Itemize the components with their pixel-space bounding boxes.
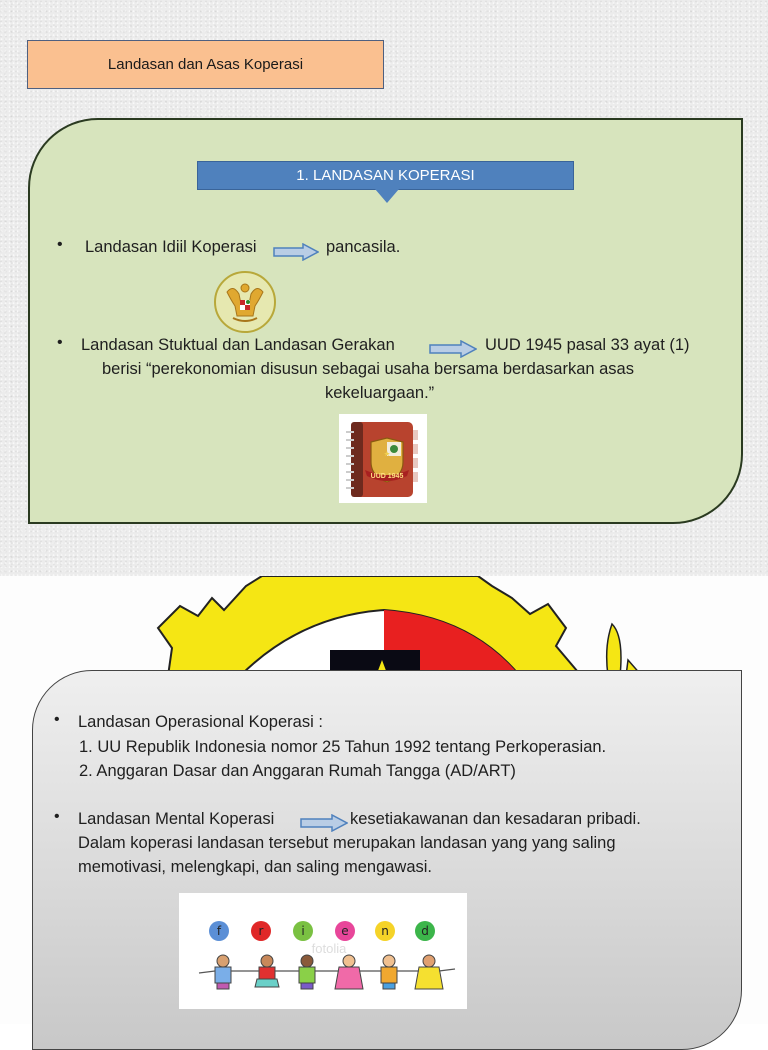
section-banner (197, 161, 574, 190)
bullet-struktural-result: UUD 1945 pasal 33 ayat (1) (485, 336, 690, 354)
svg-text:e: e (341, 924, 349, 938)
bullet-idiil-label: Landasan Idiil Koperasi (85, 238, 257, 256)
slide-title: Landasan dan Asas Koperasi (107, 56, 304, 73)
svg-text:i: i (301, 924, 305, 938)
koperasi-gear-logo (0, 576, 768, 676)
bullet-mental-line3: memotivasi, melengkapi, dan saling mengawasi. (78, 858, 433, 876)
svg-text:d: d (421, 924, 429, 938)
svg-text:r: r (258, 924, 264, 938)
bullet-mental-result: kesetiakawanan dan kesadaran pribadi. (350, 810, 641, 828)
operasional-item-1: 1. UU Republik Indonesia nomor 25 Tahun 1992 tentang Perkoperasian. (79, 738, 607, 756)
slide-title-box (27, 40, 384, 89)
svg-text:UUD 1945: UUD 1945 (370, 473, 404, 480)
svg-text:n: n (381, 924, 389, 938)
svg-text:fotolia: fotolia (311, 941, 347, 956)
bullet-operasional-label: Landasan Operasional Koperasi : (78, 713, 323, 731)
friends-children-image (179, 893, 467, 1009)
bullet-struktural-line3: kekeluargaan.” (325, 384, 435, 402)
bullet-idiil-result: pancasila. (326, 238, 401, 256)
bullet-icon: • (57, 236, 63, 253)
garuda-emblem-image (213, 270, 277, 334)
right-arrow-icon (273, 243, 319, 261)
down-arrow-icon (375, 189, 399, 203)
operasional-item-2: 2. Anggaran Dasar dan Anggaran Rumah Tangga (AD/ART) (79, 762, 516, 780)
uud-1945-book-image (339, 414, 427, 503)
right-arrow-icon (300, 814, 348, 832)
bullet-mental-line2: Dalam koperasi landasan tersebut merupakan landasan yang yang saling (78, 834, 616, 852)
section-banner-label: 1. LANDASAN KOPERASI (296, 167, 475, 184)
svg-text:f: f (216, 924, 222, 938)
bullet-struktural-label: Landasan Stuktual dan Landasan Gerakan (81, 336, 395, 354)
bullet-icon: • (57, 334, 63, 351)
right-arrow-icon (429, 340, 477, 358)
bullet-icon: • (54, 808, 60, 825)
bullet-icon: • (54, 711, 60, 728)
bullet-mental-label: Landasan Mental Koperasi (78, 810, 275, 828)
bullet-struktural-line2: berisi “perekonomian disusun sebagai usaha bersama berdasarkan asas (102, 360, 634, 378)
